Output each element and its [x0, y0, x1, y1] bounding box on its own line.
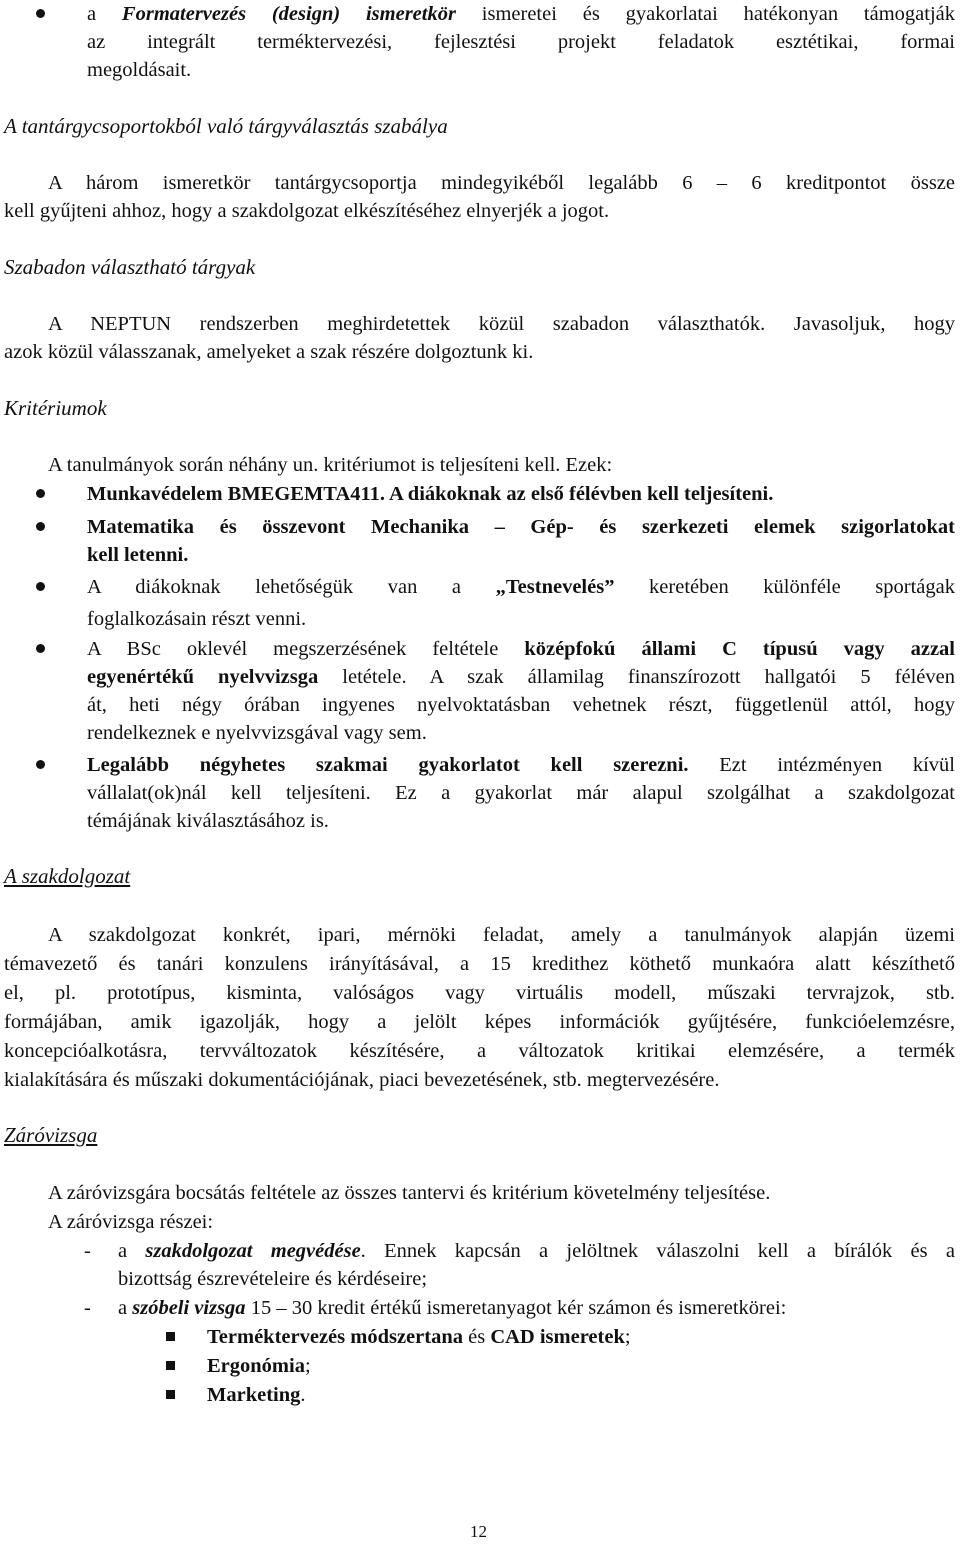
list-item-continuation: vállalat(ok)nál kell teljesíteni. Ez a gyakorlat már alapul szolgálhat a szakdolgozat — [87, 782, 955, 804]
text-span: a — [118, 1240, 146, 1262]
list-item-continuation: kell letenni. — [87, 544, 189, 566]
text-span: a — [118, 1297, 133, 1319]
text-span: ; — [304, 1355, 311, 1377]
dash-marker: - — [84, 1297, 91, 1319]
text-span: A diákoknak lehetőségük van a — [87, 576, 496, 598]
paragraph-line: A három ismeretkör tantárgycsoportja mindegyikéből legalább 6 – 6 kreditpontot össze — [48, 172, 955, 194]
text-span: letétele. A szak államilag finanszírozott hallgatói 5 féléven — [318, 666, 955, 688]
sub-list-item — [207, 1323, 631, 1352]
text-span: Ezt intézményen kívül — [688, 754, 955, 776]
sub-list-item — [207, 1381, 306, 1410]
list-item: Munkavédelem BMEGEMTA411. A diákoknak az első félévben kell teljesíteni. — [87, 483, 774, 505]
paragraph-line: koncepcióalkotásra, tervváltozatok készítésére, a változatok kritikai elemzésére, a termék — [4, 1040, 955, 1062]
text-span: a — [87, 3, 122, 25]
emphasis-text: egyenértékű nyelvvizsga — [87, 666, 319, 688]
text-span: A BSc oklevél megszerzésének feltétele — [87, 638, 525, 660]
section-heading: Záróvizsga — [4, 1123, 98, 1147]
text-span: 15 – 30 kredit értékű ismeretanyagot kér számon és ismeretkörei: — [245, 1297, 787, 1319]
list-item-continuation: foglalkozásain részt venni. — [87, 608, 307, 630]
text-span: . — [300, 1384, 306, 1406]
paragraph-line: kell gyűjteni ahhoz, hogy a szakdolgozat elkészítéséhez elnyerjék a jogot. — [4, 200, 610, 222]
bullet-square-icon — [166, 1361, 175, 1370]
list-item-continuation — [87, 663, 955, 692]
paragraph-line: kialakítására és műszaki dokumentációjának, piaci bevezetésének, stb. megtervezésére. — [4, 1069, 720, 1091]
list-item-continuation: bizottság észrevételeire és kérdéseire; — [118, 1268, 428, 1290]
bullet-dot-icon — [36, 489, 45, 498]
list-item — [118, 1294, 786, 1323]
list-item-continuation: témájának kiválasztásához is. — [87, 810, 329, 832]
paragraph-line: el, pl. prototípus, kisminta, valóságos vagy virtuális modell, műszaki tervrajzok, stb. — [4, 982, 955, 1004]
bullet-dot-icon — [36, 760, 45, 769]
sub-list-item — [207, 1352, 311, 1381]
list-item — [87, 635, 955, 664]
emphasis-text: „Testnevelés” — [495, 576, 615, 598]
text-span: keretében különféle sportágak — [614, 576, 955, 598]
list-item — [87, 751, 955, 780]
emphasis-text: szóbeli vizsga — [132, 1297, 246, 1319]
emphasis-text: Marketing — [207, 1384, 301, 1406]
paragraph-line: az integrált terméktervezési, fejlesztési projekt feladatok esztétikai, formai — [87, 31, 955, 53]
paragraph-line: témavezető és tanári konzulens irányításával, a 15 kredithez köthető munkaóra alatt készíthető — [4, 953, 955, 975]
dash-marker: - — [84, 1240, 91, 1262]
emphasis-text: CAD ismeretek — [490, 1326, 625, 1348]
text-span: ; — [624, 1326, 631, 1348]
paragraph-line: A NEPTUN rendszerben meghirdetettek közül szabadon választhatók. Javasoljuk, hogy — [48, 313, 955, 335]
section-heading: Kritériumok — [4, 396, 107, 420]
list-item-continuation: át, heti négy órában ingyenes nyelvoktatásban vehetnek részt, függetlenül attól, hogy — [87, 694, 955, 716]
paragraph-line — [87, 0, 955, 29]
paragraph-line: A záróvizsgára bocsátás feltétele az összes tantervi és kritérium követelmény teljesítése. — [48, 1182, 771, 1204]
bullet-square-icon — [166, 1390, 175, 1399]
text-span: és — [462, 1326, 491, 1348]
list-item — [118, 1237, 955, 1266]
page-number: 12 — [470, 1522, 487, 1541]
emphasis-text: Formatervezés (design) ismeretkör — [121, 3, 456, 25]
paragraph-line: A záróvizsga részei: — [48, 1211, 214, 1233]
list-item: Matematika és összevont Mechanika – Gép- és szerkezeti elemek szigorlatokat — [87, 516, 955, 538]
section-heading: A szakdolgozat — [4, 864, 131, 888]
paragraph-line: A szakdolgozat konkrét, ipari, mérnöki feladat, amely a tanulmányok alapján üzemi — [48, 924, 955, 946]
emphasis-text: Legalább négyhetes szakmai gyakorlatot kell szerezni. — [87, 754, 689, 776]
emphasis-text: Terméktervezés módszertana — [207, 1326, 463, 1348]
paragraph-line: A tanulmányok során néhány un. kritériumot is teljesíteni kell. Ezek: — [48, 454, 613, 476]
list-item — [87, 573, 955, 602]
bullet-dot-icon — [36, 522, 45, 531]
emphasis-text: középfokú állami C típusú vagy azzal — [524, 638, 955, 660]
text-span: . Ennek kapcsán a jelöltnek válaszolni kell a bírálók és a — [360, 1240, 955, 1262]
emphasis-text: Ergonómia — [207, 1355, 305, 1377]
emphasis-text: szakdolgozat megvédése — [145, 1240, 361, 1262]
paragraph-line: azok közül válasszanak, amelyeket a szak részére dolgoztunk ki. — [4, 341, 534, 363]
paragraph-line: megoldásait. — [87, 59, 192, 81]
list-item-continuation: rendelkeznek e nyelvvizsgával vagy sem. — [87, 722, 427, 744]
bullet-dot-icon — [36, 9, 45, 18]
section-heading: Szabadon választható tárgyak — [4, 255, 256, 279]
bullet-square-icon — [166, 1332, 175, 1341]
text-span: ismeretei és gyakorlatai hatékonyan támogatják — [455, 3, 956, 25]
bullet-dot-icon — [36, 644, 45, 653]
bullet-dot-icon — [36, 582, 45, 591]
paragraph-line: formájában, amik igazolják, hogy a jelölt képes információk gyűjtésére, funkcióelemzésre, — [4, 1011, 955, 1033]
section-heading: A tantárgycsoportokból való tárgyválasztás szabálya — [4, 114, 448, 138]
